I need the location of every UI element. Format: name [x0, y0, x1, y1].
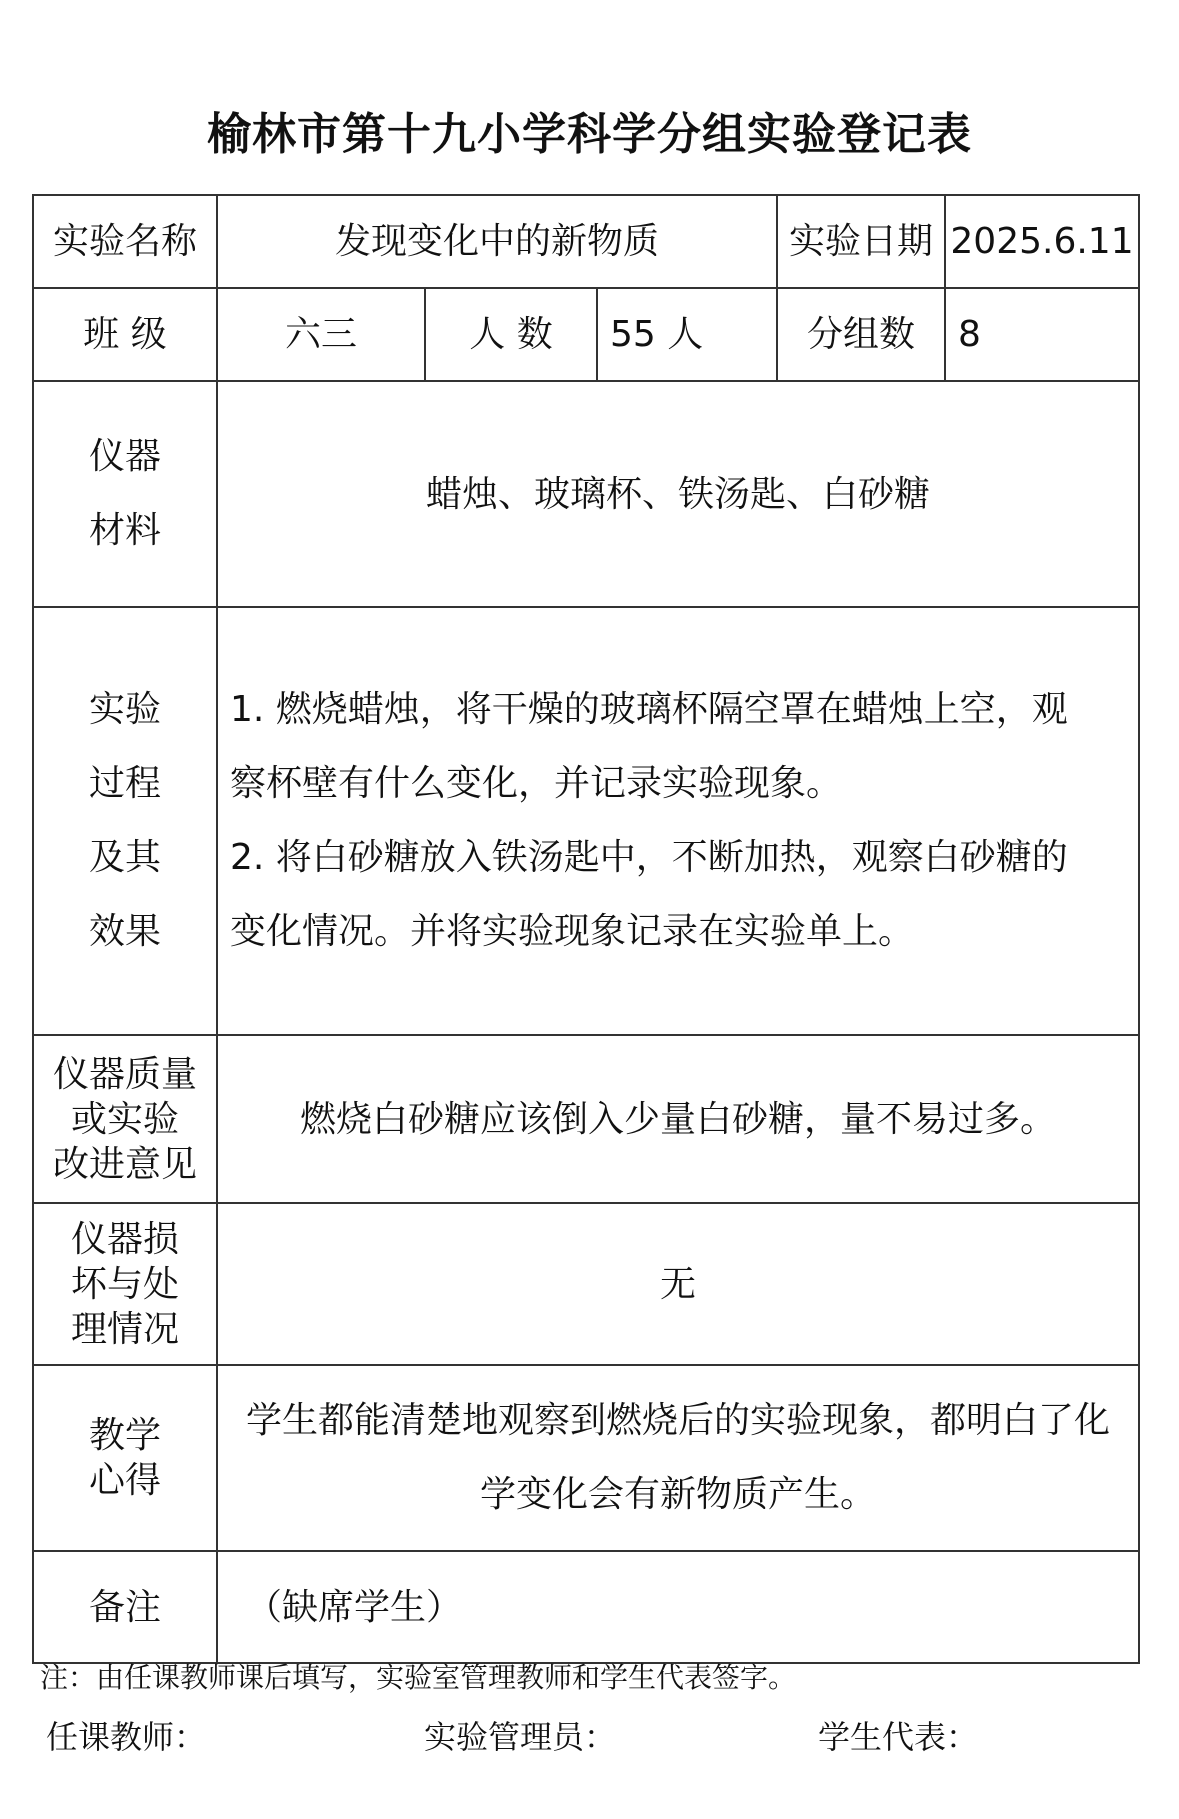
row-experiment-name [33, 195, 1139, 288]
group-count-label: 分组数 [777, 288, 945, 381]
row-remarks [33, 1551, 1139, 1663]
row-damage [33, 1203, 1139, 1365]
reflection-label [33, 1365, 217, 1551]
class-label: 班 级 [33, 288, 217, 381]
materials-label-line: 材料 [88, 510, 161, 551]
process-label [33, 607, 217, 1035]
materials-label-line: 仪器 [88, 436, 161, 477]
remarks-value: （缺席学生） [217, 1551, 1139, 1663]
student-rep-signature-label: 学生代表： [818, 1718, 979, 1756]
people-count-value: 55 人 [597, 288, 777, 381]
process-label-line: 实验 [88, 689, 161, 730]
experiment-date-label: 实验日期 [777, 195, 945, 288]
experiment-name-value: 发现变化中的新物质 [217, 195, 777, 288]
quality-label-line: 或实验 [70, 1098, 179, 1140]
experiment-registration-table [32, 194, 1140, 1664]
materials-label [33, 381, 217, 607]
quality-value: 燃烧白砂糖应该倒入少量白砂糖，量不易过多。 [217, 1035, 1139, 1203]
people-count-label: 人 数 [425, 288, 597, 381]
experiment-name-label: 实验名称 [33, 195, 217, 288]
damage-label-line: 理情况 [70, 1308, 179, 1350]
reflection-label-line: 教学 [88, 1415, 161, 1456]
row-reflection [33, 1365, 1139, 1551]
reflection-value: 学生都能清楚地观察到燃烧后的实验现象，都明白了化学变化会有新物质产生。 [217, 1365, 1139, 1551]
remarks-label: 备注 [33, 1551, 217, 1663]
process-label-line: 及其 [88, 837, 161, 878]
lab-manager-signature-label: 实验管理员： [424, 1718, 617, 1756]
row-process [33, 607, 1139, 1035]
process-label-line: 效果 [88, 911, 161, 952]
quality-label-line: 改进意见 [52, 1143, 197, 1185]
teacher-signature-label: 任课教师： [46, 1718, 207, 1756]
damage-label-line: 坏与处 [70, 1263, 179, 1305]
materials-value: 蜡烛、玻璃杯、铁汤匙、白砂糖 [217, 381, 1139, 607]
damage-value: 无 [217, 1203, 1139, 1365]
reflection-label-line: 心得 [88, 1460, 161, 1501]
quality-label-line: 仪器质量 [52, 1053, 197, 1095]
page-title: 榆林市第十九小学科学分组实验登记表 [207, 109, 972, 160]
footnote: 注：由任课教师课后填写，实验室管理教师和学生代表签字。 [40, 1661, 797, 1694]
row-materials [33, 381, 1139, 607]
class-value: 六三 [217, 288, 425, 381]
damage-label-line: 仪器损 [70, 1218, 179, 1260]
process-description: 1. 燃烧蜡烛，将干燥的玻璃杯隔空罩在蜡烛上空，观察杯壁有什么变化，并记录实验现象。 2. 将白砂糖放入铁汤匙中，不断加热，观察白砂糖的变化情况。并将实验现象记录在实验单上。 [217, 607, 1139, 1035]
damage-label [33, 1203, 217, 1365]
row-class-info [33, 288, 1139, 381]
row-quality [33, 1035, 1139, 1203]
quality-label [33, 1035, 217, 1203]
experiment-date-value: 2025.6.11 [945, 195, 1139, 288]
group-count-value: 8 [945, 288, 1139, 381]
process-label-line: 过程 [88, 763, 161, 804]
